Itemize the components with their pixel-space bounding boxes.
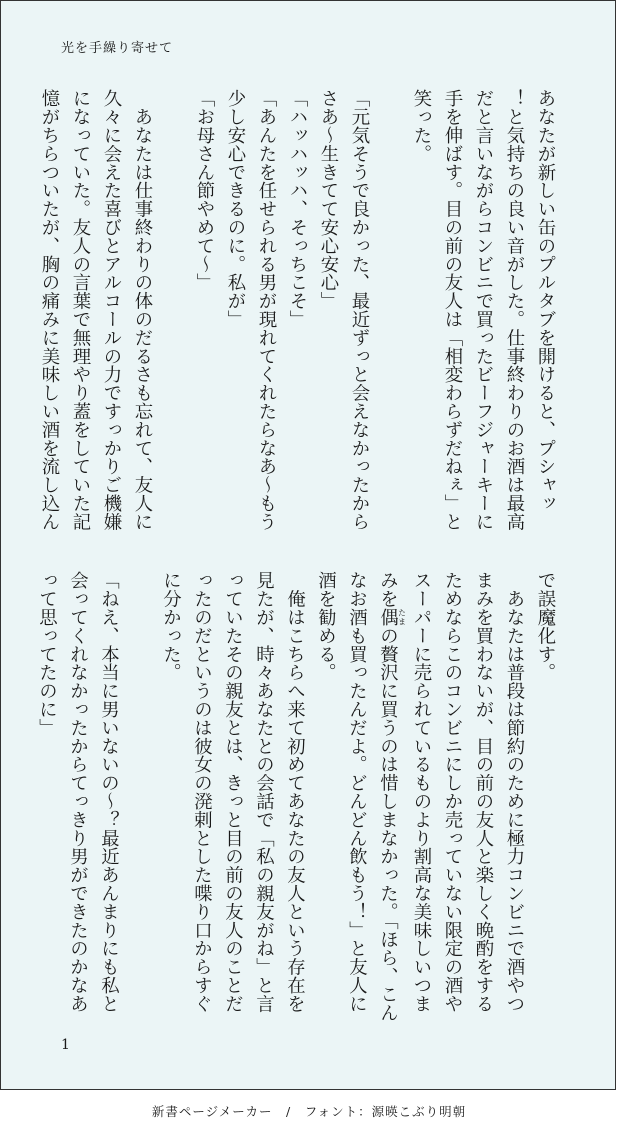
text-line: [375, 89, 406, 529]
text-line: 見たが、時々あなたとの会話で「私の親友がね」と言: [253, 571, 275, 1013]
text-line: さあ〜生きてて安心安心」: [318, 89, 339, 310]
page-number: 1: [61, 1037, 70, 1053]
text-line: 「ハッハッハ、そっちこそ」: [287, 89, 308, 329]
text-line: あなたは普段は節約のために極力コンビニで酒やつ: [504, 571, 525, 1013]
text-line: あなたは仕事終わりの体のだるさも忘れて、友人に: [132, 89, 153, 531]
text-line: ためならこのコンビニにしか売っていない限定の酒や: [442, 571, 463, 1013]
text-line: あなたが新しい缶のプルタブを開けると、プシャッ: [535, 89, 556, 513]
text-line: って思ってたのに」: [36, 571, 58, 737]
ruby-line-conj: を: [377, 589, 399, 608]
lower-text-block: [36, 571, 561, 1022]
text-line: 「元気そうで良かった、最近ずっと会えなかったから: [349, 89, 370, 531]
text-line: に分かった。: [160, 571, 182, 682]
text-line: スーパーに売られているものより割高な美味しいつま: [411, 571, 432, 1013]
text-line: なお酒も買ったんだよ。どんどん飲もう！」と友人に: [346, 571, 368, 1013]
ruby-line-start: み: [377, 571, 399, 590]
page-title: 光を手繰り寄せて: [61, 41, 174, 56]
text-line-with-ruby: [373, 571, 407, 1022]
text-line: 「お母さん節やめて〜」: [194, 89, 215, 292]
text-line: 手を伸ばす。目の前の友人は「相変わらずだねぇ」と: [442, 89, 463, 531]
text-line: だと言いながらコンビニで買ったビーフジャーキーに: [473, 89, 494, 531]
text-line: 俺はこちらへ来て初めてあなたの友人という存在を: [284, 571, 306, 1013]
text-line: [125, 571, 156, 1011]
text-line: 酒を勧める。: [315, 571, 337, 682]
ruby-reading: たま: [397, 607, 407, 627]
text-line: ったのだというのは彼女の溌剌とした喋り口からすぐ: [191, 571, 213, 1013]
text-line: 笑った。: [411, 89, 432, 163]
text-line: 憶がちらついたが、胸の痛みに美味しい酒を流し込ん: [39, 89, 60, 531]
ruby-base: 偶: [377, 607, 399, 627]
text-line: 少し安心できるのに。私が」: [225, 89, 246, 329]
footer-credit: 新書ページメーカー / フォント：源暎こぶり明朝: [151, 1104, 467, 1119]
text-line: で誤魔化す。: [535, 571, 556, 682]
text-line: ！と気持ちの良い音がした。仕事終わりのお酒は最高: [504, 89, 525, 531]
text-line: っていたその親友とは、きっと目の前の友人のことだ: [222, 571, 244, 1013]
text-line: 「あんたを任せられる男が現れてくれたらなあ〜もう: [256, 89, 277, 531]
ruby-line-rest: の贅沢に買うのは惜しまなかった。「ほら、こん: [377, 626, 399, 1022]
text-line: 会ってくれなかったからてっきり男ができたのかなあ: [67, 571, 89, 1013]
text-line: 久々に会えた喜びとアルコールの力ですっかりご機嫌: [101, 89, 122, 531]
upper-text-block: [39, 89, 561, 531]
text-line: 「ねえ、本当に男いないの〜？最近あんまりにも私と: [98, 571, 120, 1013]
text-line: [158, 89, 189, 529]
text-line: まみを買わないが、目の前の友人と楽しく晩酌をする: [473, 571, 494, 1013]
text-line: になっていた。友人の言葉で無理やり蓋をしていた記: [70, 89, 91, 531]
ruby-annotation: [377, 607, 407, 627]
